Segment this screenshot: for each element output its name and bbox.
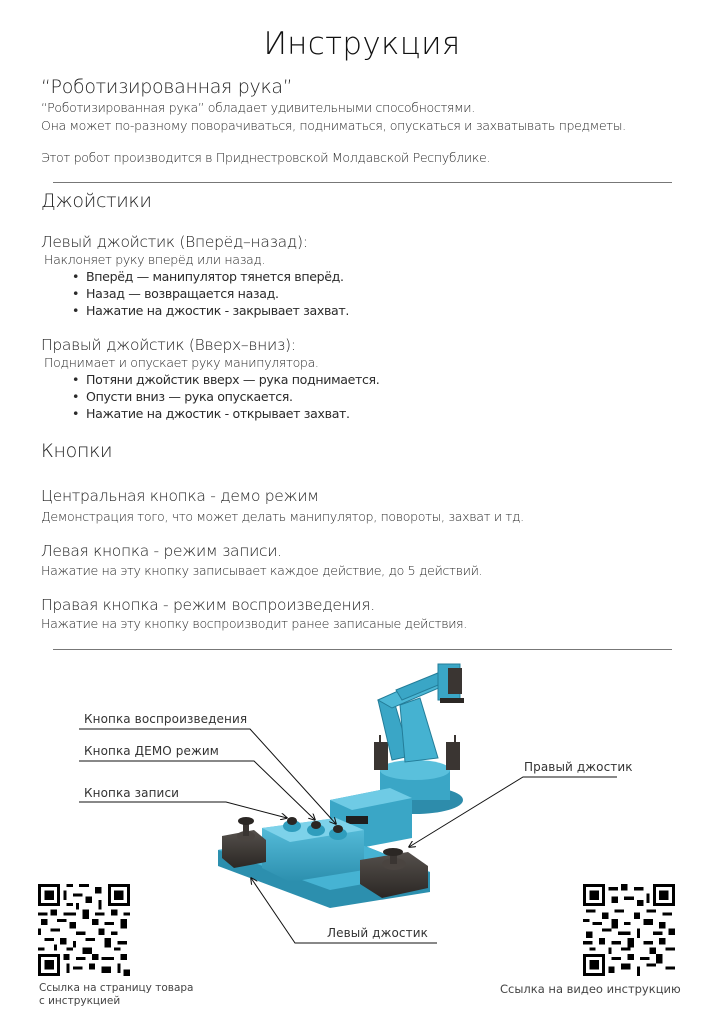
intro-line-2: Она может по-разному поворачиваться, подниматься, опускаться и захватывать предметы. <box>41 118 626 133</box>
list-item: • Потяни джойстик вверх — рука поднимается. <box>72 371 379 388</box>
joysticks-heading: Джойстики <box>41 190 152 212</box>
origin-text: Этот робот производится в Приднестровской Молдавской Республике. <box>41 150 491 165</box>
left-joystick-description: Наклоняет руку вперёд или назад. <box>44 252 266 267</box>
list-item: • Нажатие на джостик - закрывает захват. <box>72 302 349 319</box>
buttons-heading: Кнопки <box>41 440 113 462</box>
right-joystick-description: Поднимает и опускает руку манипулятора. <box>44 355 319 370</box>
record-button[interactable] <box>287 817 297 825</box>
button-item-description: Нажатие на эту кнопку воспроизводит ранее записаные действия. <box>41 616 467 631</box>
divider <box>53 182 672 183</box>
button-item-description: Нажатие на эту кнопку записывает каждое действие, до 5 действий. <box>41 563 483 578</box>
record-button-label: Кнопка записи <box>84 786 180 800</box>
product-page-qr-caption <box>39 982 194 1008</box>
video-qr-caption: Ссылка на видео инструкцию <box>500 982 681 996</box>
intro-line-1: “Роботизированная рука” обладает удивительными способностями. <box>41 100 475 115</box>
list-item: • Вперёд — манипулятор тянется вперёд. <box>72 268 349 285</box>
product-page-qr-code[interactable] <box>38 884 130 976</box>
caption-line: Ссылка на страницу товара <box>39 982 194 994</box>
video-instruction-qr-code[interactable] <box>583 884 675 976</box>
button-item-title: Левая кнопка - режим записи. <box>41 542 282 560</box>
left-joystick[interactable] <box>238 817 254 825</box>
divider <box>53 649 672 650</box>
button-housing <box>262 817 364 882</box>
left-joystick-label: Левый джостик <box>327 926 428 940</box>
page-title: Инструкция <box>263 26 461 62</box>
caption-line: с инструкцией <box>39 995 121 1007</box>
playback-button[interactable] <box>333 825 343 833</box>
button-item-title: Центральная кнопка - демо режим <box>41 487 319 505</box>
list-item: • Нажатие на джостик - открывает захват. <box>72 405 379 422</box>
button-item-title: Правая кнопка - режим воспроизведения. <box>41 596 375 614</box>
list-item: • Назад — возвращается назад. <box>72 285 349 302</box>
left-joystick-list <box>72 268 349 319</box>
left-joystick-title: Левый джойстик (Вперёд–назад): <box>41 233 308 251</box>
right-joystick[interactable] <box>383 848 403 856</box>
right-joystick-title: Правый джойстик (Вверх–вниз): <box>41 336 296 354</box>
right-joystick-list <box>72 371 379 422</box>
demo-button-label: Кнопка ДЕМО режим <box>84 744 219 758</box>
list-item: • Опусти вниз — рука опускается. <box>72 388 379 405</box>
demo-button[interactable] <box>311 821 321 829</box>
right-joystick-label: Правый джостик <box>524 760 633 774</box>
left-joystick-module <box>222 817 266 868</box>
product-heading: “Роботизированная рука” <box>41 76 293 98</box>
playback-button-label: Кнопка воспроизведения <box>84 712 248 726</box>
button-item-description: Демонстрация того, что может делать манипулятор, повороты, захват и тд. <box>41 509 524 524</box>
